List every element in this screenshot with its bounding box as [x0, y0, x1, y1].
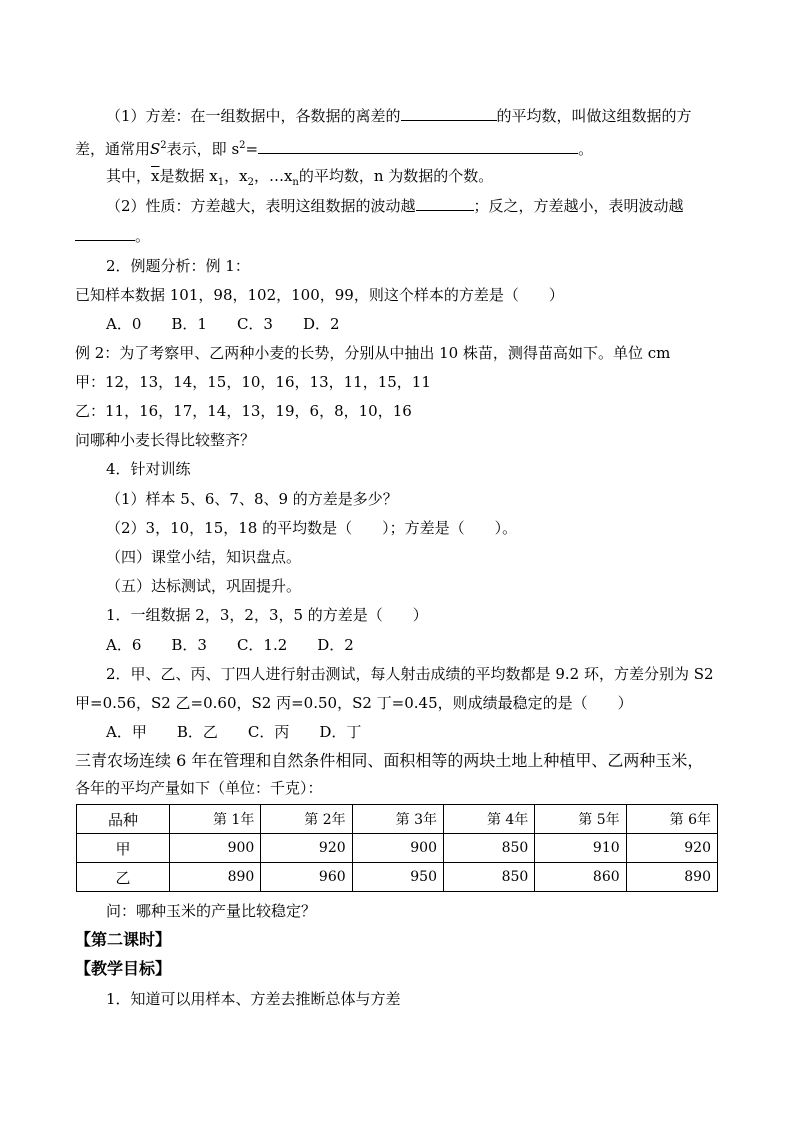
- table-cell: 860: [535, 863, 626, 892]
- table-row: [77, 863, 718, 892]
- class-summary: （四）课堂小结，知识盘点。: [106, 548, 302, 566]
- x-bar-symbol: $\overline{x}$: [151, 167, 160, 185]
- test-heading: （五）达标测试，巩固提升。: [106, 577, 302, 595]
- lesson-2-heading: 【第二课时】: [75, 930, 172, 949]
- table-header-cell: 第 3年: [352, 805, 443, 834]
- fill-blank[interactable]: [75, 226, 135, 241]
- property-line-2: [75, 226, 150, 246]
- table-row: [77, 834, 718, 863]
- table-cell: 920: [261, 834, 352, 863]
- table-header-cell: 品种: [77, 805, 170, 834]
- table-question: 问：哪种玉米的产量比较稳定？: [106, 902, 317, 920]
- text: 的平均数，叫做这组数据的方: [496, 107, 692, 125]
- subscript: n: [292, 177, 299, 188]
- table-header-row: [77, 805, 718, 834]
- practice-heading: 4．针对训练: [106, 460, 191, 478]
- text: 差，通常用: [75, 140, 151, 158]
- test-q1: 1．一组数据 2，3，2，3，5 的方差是（ ）: [106, 606, 428, 624]
- table-header-cell: 第 5年: [535, 805, 626, 834]
- subscript: 2: [247, 177, 254, 188]
- superscript: 2: [160, 140, 167, 151]
- test-q1-options: A．6 B．3 C．1.2 D．2: [106, 636, 354, 654]
- text: 的平均数，n 为数据的个数。: [298, 167, 494, 185]
- text: （1）方差：在一组数据中，各数据的离差的: [106, 107, 401, 125]
- text: 表示，即 s: [166, 140, 240, 158]
- example-2-ask: 问哪种小麦长得比较整齐？: [75, 431, 256, 449]
- example-1-options: A．0 B．1 C．3 D．2: [106, 315, 340, 333]
- symbol-s: S: [150, 140, 161, 158]
- property-line: [106, 196, 684, 216]
- text: ，…x: [253, 167, 293, 185]
- example-2-jia-data: 甲：12，13，14，15，10，16，13，11，15，11: [75, 373, 431, 391]
- subscript: 1: [217, 177, 225, 188]
- text: 其中，: [106, 167, 152, 185]
- corn-yield-table: [76, 804, 718, 892]
- mean-explanation-line: [106, 166, 493, 193]
- table-header-cell: 第 1年: [170, 805, 261, 834]
- table-header-cell: 第 6年: [626, 805, 717, 834]
- test-q2-line2: 甲=0.56，S2 乙=0.60，S2 丙=0.50，S2 丁=0.45，则成绩最稳定的是（ ）: [75, 694, 633, 712]
- practice-q2: （2）3，10，15，18 的平均数是（ ）；方差是（ ）。: [106, 519, 518, 537]
- text: 是数据 x: [159, 167, 218, 185]
- text: ，x: [224, 167, 248, 185]
- table-cell: 960: [261, 863, 352, 892]
- table-cell: 900: [170, 834, 261, 863]
- test-q3-line1: 三青农场连续 6 年在管理和自然条件相同、面积相等的两块土地上种植甲、乙两种玉米，: [75, 751, 704, 770]
- table-cell: 920: [626, 834, 717, 863]
- table-header-cell: 第 4年: [443, 805, 534, 834]
- example-2-yi-data: 乙：11，16，17，14，13，19，6，8，10，16: [75, 402, 412, 420]
- example-1-question: 已知样本数据 101，98，102，100，99，则这个样本的方差是（ ）: [75, 286, 564, 304]
- test-q2-options: A．甲 B．乙 C．丙 D．丁: [106, 723, 362, 741]
- test-q2-line1: 2．甲、乙、丙、丁四人进行射击测试，每人射击成绩的平均数都是 9.2 环，方差分别为 S2: [106, 665, 714, 683]
- goal-1: 1．知道可以用样本、方差去推断总体与方差: [106, 990, 401, 1008]
- fill-blank[interactable]: [401, 106, 497, 121]
- table-cell: 850: [443, 863, 534, 892]
- practice-q1: （1）样本 5、6、7、8、9 的方差是多少？: [106, 490, 398, 508]
- table-cell: 850: [443, 834, 534, 863]
- variance-definition-line: [106, 106, 692, 126]
- table-cell: 甲: [77, 834, 170, 863]
- fill-blank[interactable]: [258, 139, 578, 154]
- text: =: [245, 140, 259, 158]
- superscript: 2: [239, 140, 246, 151]
- table-cell: 910: [535, 834, 626, 863]
- table-header-cell: 第 2年: [261, 805, 352, 834]
- table-cell: 950: [352, 863, 443, 892]
- example-2-question: 例 2：为了考察甲、乙两种小麦的长势，分别从中抽出 10 株苗，测得苗高如下。单位 cm: [75, 344, 671, 362]
- text: 。: [578, 140, 594, 158]
- table-cell: 乙: [77, 863, 170, 892]
- example-heading: 2．例题分析：例 1：: [106, 257, 250, 275]
- fill-blank[interactable]: [416, 196, 474, 211]
- table-cell: 900: [352, 834, 443, 863]
- text: ；反之，方差越小，表明波动越: [473, 197, 684, 215]
- table-cell: 890: [626, 863, 717, 892]
- text: 。: [135, 227, 151, 245]
- teaching-goals-heading: 【教学目标】: [75, 959, 172, 978]
- table-cell: 890: [170, 863, 261, 892]
- variance-notation-line: [75, 136, 593, 159]
- test-q3-line2: 各年的平均产量如下（单位：千克）：: [75, 779, 323, 797]
- text: （2）性质：方差越大，表明这组数据的波动越: [106, 197, 416, 215]
